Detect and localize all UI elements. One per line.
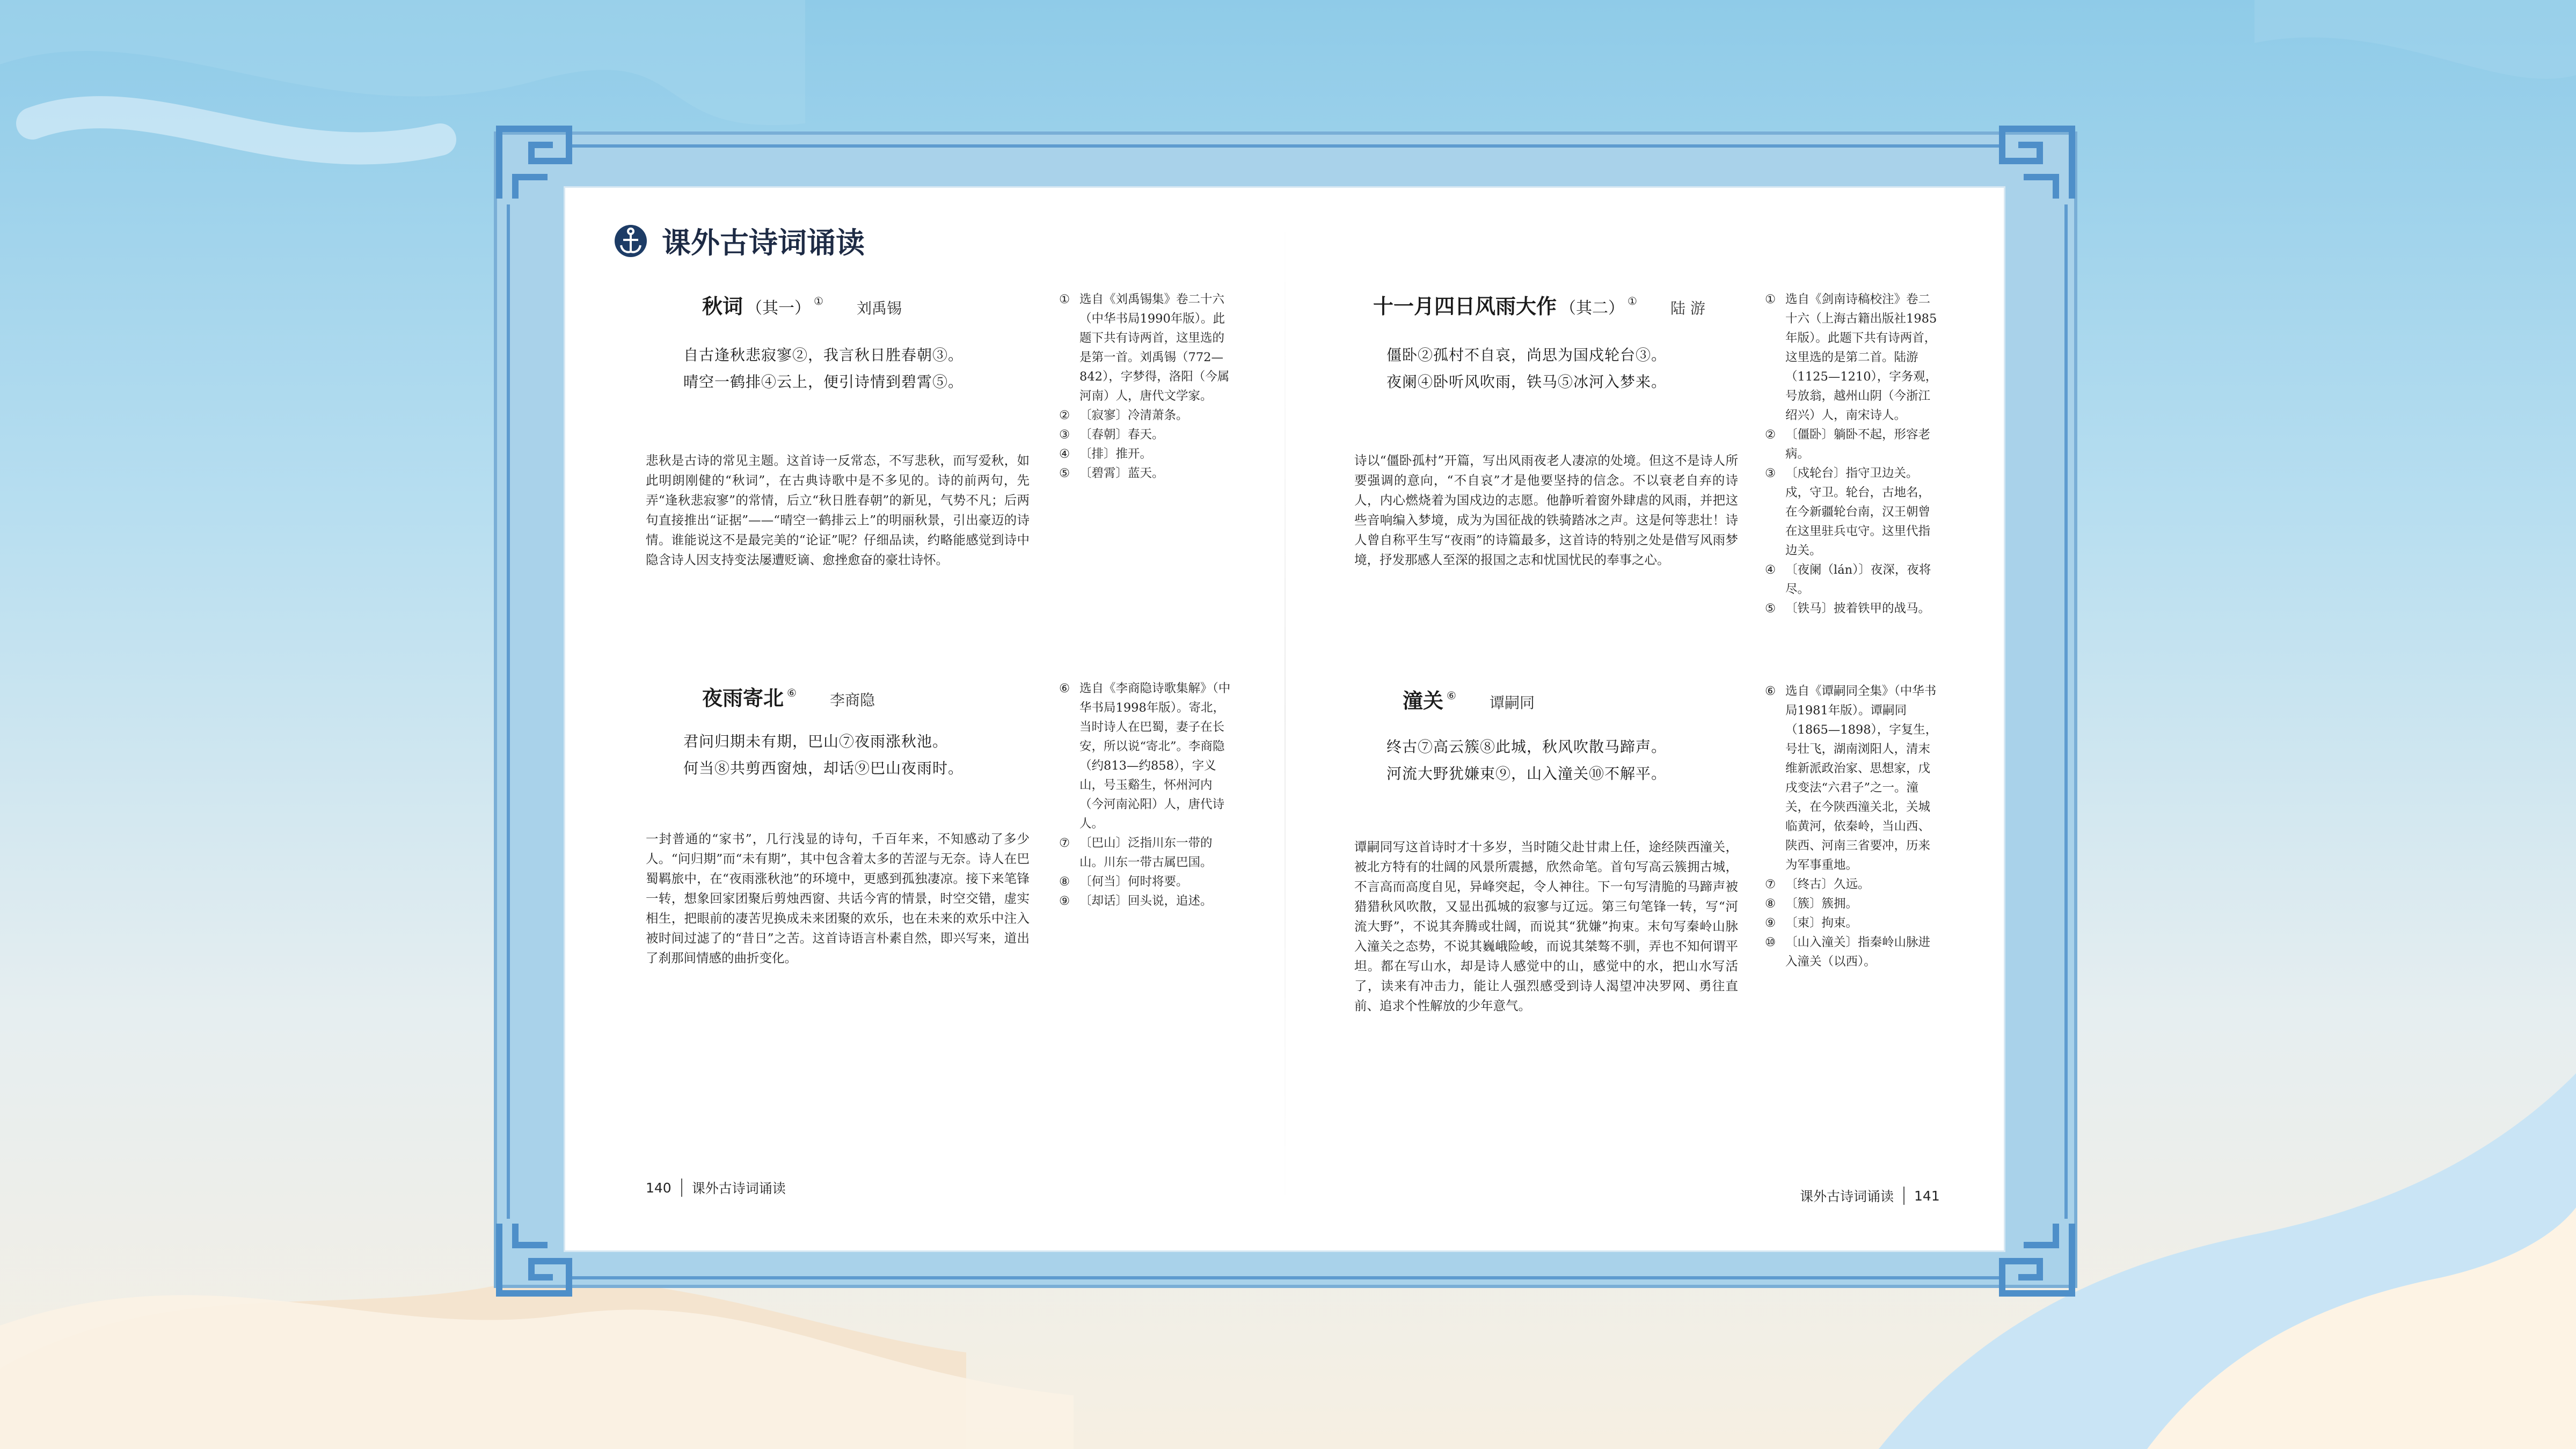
note-marker: ⑥ [1447,689,1456,702]
footnotes [1059,679,1236,911]
frame-line-top [567,144,2005,148]
poem-line: 僵卧②孤村不自哀，尚思为国戍轮台③。 [1386,346,1667,364]
poem-title: 夜雨寄北 [702,686,784,710]
poem-line: 自古逢秋悲寂寥②，我言秋日胜春朝③。 [683,346,964,364]
note-marker: ⑥ [787,686,797,699]
fret-corner-icon [494,1218,574,1299]
poem-line: 晴空一鹤排④云上，便引诗情到碧霄⑤。 [683,373,964,391]
poem-line: 何当⑧共剪西窗烛，却话⑨巴山夜雨时。 [683,759,964,777]
footnotes [1765,682,1942,971]
anchor-icon [614,224,648,258]
footnote-item: ④ 〔夜阑（lán）〕夜深，夜将尽。 [1765,563,1931,596]
footnote-item: ② 〔寂寥〕冷清萧条。 [1059,408,1188,422]
poem-author: 李商隐 [829,691,875,709]
footnote-item: ② 〔僵卧〕躺卧不起，形容老病。 [1765,428,1931,461]
note-marker: ① [814,295,823,308]
poem-commentary: 悲秋是古诗的常见主题。这首诗一反常态，不写悲秋，而写爱秋，如此明朗刚健的“秋词”，在古典诗歌中是不多见的。诗的前两句，先弄“逢秋悲寂寥”的常情，后立“秋日胜春朝”的新见，气势不凡；后两句直接推出“证据”——“晴空一鹤排云上”的明丽秋景，引出豪迈的诗情。谁能说这不是最完美的“论证”呢？仔细品读，约略能感觉到诗中隐含诗人因支持变法屡遭贬谪、愈挫愈奋的豪壮诗怀。 [646,453,1030,567]
footnote-item: ① 选自《刘禹锡集》卷二十六（中华书局1990年版）。此题下共有诗两首，这里选的是第一首。刘禹锡（772—842），字梦得，洛阳（今属河南）人，唐代文学家。 [1059,292,1230,403]
section-heading [614,220,865,261]
frame-line-left [507,204,510,1219]
poem-title-qiuci [702,290,902,319]
poem-line: 君问归期未有期，巴山⑦夜雨涨秋池。 [683,733,948,750]
book-spread [565,188,2004,1250]
note-marker: ① [1628,295,1637,308]
poem-commentary: 谭嗣同写这首诗时才十多岁，当时随父赴甘肃上任，途经陕西潼关，被北方特有的壮阔的风景所震撼，欣然命笔。首句写高云簇拥古城，不言高而高度自见，异峰突起，令人神往。下一句写清脆的马蹄声被猎猎秋风吹散，又显出孤城的寂寥与辽远。第三句笔锋一转，写“河流大野”，不说其奔腾或壮阔，而说其“犹嫌”拘束。末句写秦岭山脉入潼关之态势，不说其巍峨险峻，而说其桀骜不驯，弄也不知何谓平坦。都在写山水，却是诗人感觉中的山，感觉中的水，把山水写活了，读来有冲击力，能让人强烈感受到诗人渴望冲决罗网、勇往直前、追求个性解放的少年意气。 [1354,839,1738,1013]
footnote-item: ④ 〔排〕推开。 [1059,447,1152,461]
footnote-item: ① 选自《剑南诗稿校注》卷二十六（上海古籍出版社1985年版）。此题下共有诗两首，这里选的是第二首。陆游（1125—1210），字务观，号放翁，越州山阴（今浙江绍兴）人，南宋诗人。 [1765,292,1938,422]
footnote-item: ⑦ 〔终古〕久远。 [1765,877,1870,891]
footnote-item: ⑧ 〔簇〕簇拥。 [1765,897,1858,911]
page-footer-left [646,1178,786,1197]
poem-commentary: 一封普通的“家书”，几行浅显的诗句，千百年来，不知感动了多少人。“问归期”而“未有期”，其中包含着太多的苦涩与无奈。诗人在巴蜀羁旅中，在“夜雨涨秋池”的环境中，更感到孤独凄凉。接下来笔锋一转，想象回家团聚后剪烛西窗、共话今宵的情景，时空交错，虚实相生，把眼前的凄苦児换成未来团聚的欢乐，也在未来的欢乐中注入被时间过滤了的“昔日”之苦。这首诗语言朴素自然，即兴写来，道出了刹那间情感的曲折变化。 [646,831,1030,965]
footer-divider [1903,1187,1904,1205]
poem-title: 潼关 [1403,689,1444,713]
poem-subtitle: （其二） [1560,299,1625,318]
footer-divider [681,1179,682,1197]
poem-author: 谭嗣同 [1489,694,1535,712]
page-number: 141 [1914,1188,1940,1204]
page-footer-right [1800,1186,1940,1205]
poem-title-tongguan [1403,684,1535,714]
footnote-item: ③ 〔戍轮台〕指守卫边关。戍，守卫。轮台，古地名，在今新疆轮台南，汉王朝曾在这里驻兵屯守。这里代指边关。 [1765,466,1931,558]
footnote-item: ⑦ 〔巴山〕泛指川东一带的山。川东一带古属巴国。 [1059,836,1213,869]
footnote-item: ⑤ 〔碧霄〕蓝天。 [1059,466,1164,480]
footnote-item: ⑥ 选自《谭嗣同全集》（中华书局1981年版）。谭嗣同（1865—1898），字复生，号壮飞，湖南浏阳人，清末维新派政治家、思想家，戊戌变法“六君子”之一。潼关，在今陕西潼关北，关城临黄河，依秦岭，当山西、陕西、河南三省要冲，历来为军事重地。 [1765,684,1938,872]
page-spine [1285,220,1286,1208]
page-number: 140 [646,1180,672,1196]
fret-corner-icon [1997,123,2077,204]
footnote-item: ⑧ 〔何当〕何时将要。 [1059,875,1188,889]
fret-corner-icon [1997,1218,2077,1299]
poem-line: 终古⑦高云簇⑧此城，秋风吹散马蹄声。 [1386,738,1667,756]
fret-corner-icon [494,123,574,204]
poem-author: 刘禹锡 [856,299,902,317]
footer-section-name: 课外古诗词诵读 [1800,1189,1894,1204]
footnote-item: ⑨ 〔束〕拘束。 [1765,916,1858,930]
frame-line-right [2064,204,2068,1219]
footnotes [1059,290,1236,483]
frame-line-bottom [567,1276,2005,1279]
footnote-item: ⑤ 〔铁马〕披着铁甲的战马。 [1765,602,1931,616]
footnote-item: ⑨ 〔却话〕回头说，追述。 [1059,894,1213,908]
poem-title-yeyujibei [702,682,875,711]
footnote-item: ⑩ 〔山入潼关〕指秦岭山脉进入潼关（以西）。 [1765,935,1931,969]
poem-commentary: 诗以“僵卧孤村”开篇，写出风雨夜老人凄凉的处境。但这不是诗人所要强调的意向，“不自哀”才是他要坚持的信念。不以衰老自弃的诗人，内心燃烧着为国戍边的志愿。他静听着窗外肆虐的风雨，并把这些音响编入梦境，成为为国征战的铁骑踏冰之声。这是何等悲壮！诗人曾自称平生写“夜雨”的诗篇最多，这首诗的特别之处是借写风雨梦境，抒发那感人至深的报国之志和忧国忧民的奉事之心。 [1354,453,1738,567]
poem-author: 陆 游 [1670,299,1705,317]
poem-subtitle: （其一） [746,299,811,318]
footnotes [1765,290,1942,618]
poem-line: 夜阑④卧听风吹雨，铁马⑤冰河入梦来。 [1386,373,1667,391]
footnote-item: ③ 〔春朝〕春天。 [1059,428,1164,442]
poem-line: 河流大野犹嫌束⑨，山入潼关⑩不解平。 [1386,765,1667,782]
footer-section-name: 课外古诗词诵读 [691,1181,786,1196]
poem-title-fengyudazuo [1373,290,1705,319]
poem-title: 十一月四日风雨大作 [1373,295,1557,318]
footnote-item: ⑥ 选自《李商隐诗歌集解》（中华书局1998年版）。寄北，当时诗人在巴蜀，妻子在长安，所以说“寄北”。李商隐（约813—约858），字义山，号玉谿生，怀州河内（今河南沁阳）人，唐代诗人。 [1059,682,1231,831]
section-heading-text: 课外古诗词诵读 [662,226,865,260]
poem-title: 秋词 [702,295,743,318]
